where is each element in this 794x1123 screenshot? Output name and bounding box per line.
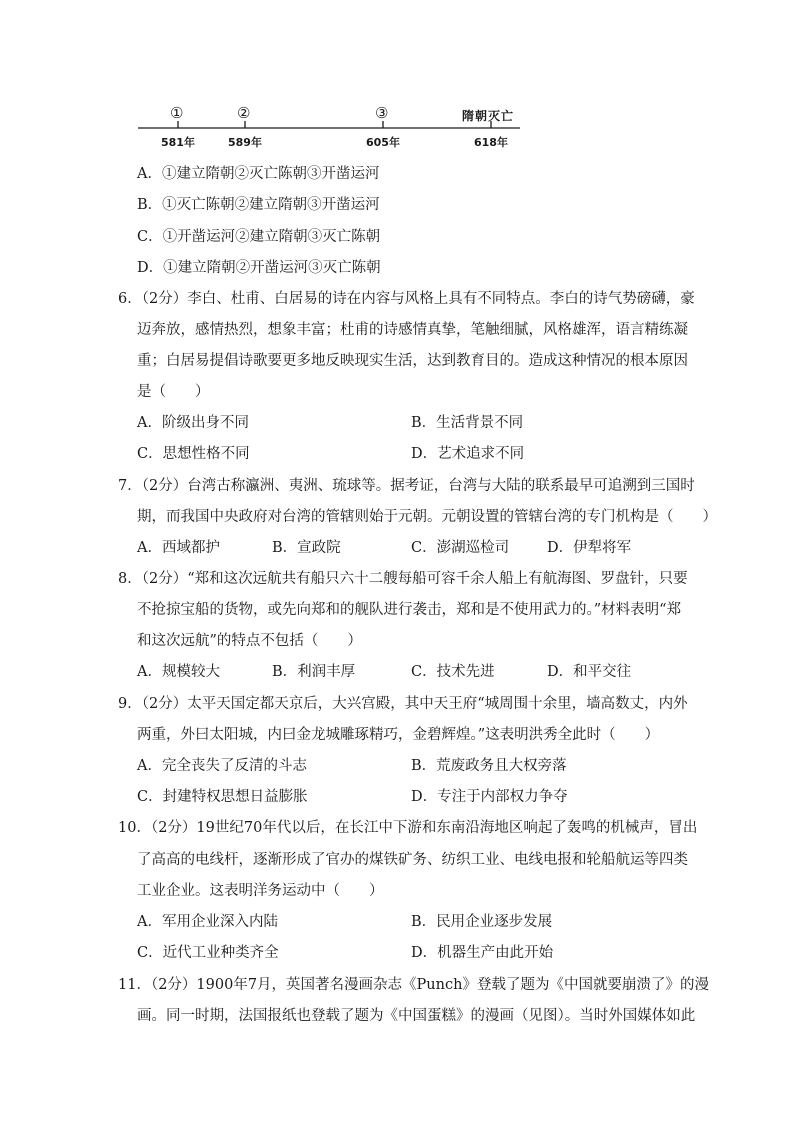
q9-option-d[interactable]: D．专注于内部权力争夺 (411, 789, 568, 805)
q10-option-a[interactable]: A．军用企业深入内陆 (137, 914, 278, 930)
q6-option-b[interactable]: B．生活背景不同 (411, 415, 524, 431)
q9-stem-line: 9．（2分）太平天国定都天京后，大兴宫殿，其中天王府“城周围十余里，墙高数丈，内外 (118, 696, 688, 712)
timeline-marker-4: 隋朝灭亡 (462, 109, 515, 123)
q9-option-a[interactable]: A．完全丧失了反清的斗志 (137, 758, 307, 774)
q6-stem-line: 迈奔放，感情热烈，想象丰富；杜甫的诗感情真挚，笔触细腻，风格雄浑，语言精练凝 (137, 322, 688, 338)
q5-option-a[interactable]: A．①建立隋朝②灭亡陈朝③开凿运河 (137, 166, 380, 182)
q10-stem-line: 工业企业。这表明洋务运动中（ ） (137, 883, 384, 899)
q8-option-d[interactable]: D．和平交往 (547, 664, 632, 680)
timeline-year-4: 618年 (474, 136, 508, 149)
q7-stem-line: 7．（2分）台湾古称瀛洲、夷洲、琉球等。据考证，台湾与大陆的联系最早可追溯到三国时 (118, 478, 695, 494)
timeline-marker-3: ③ (375, 104, 389, 122)
q6-option-a[interactable]: A．阶级出身不同 (137, 415, 249, 431)
q10-option-d[interactable]: D．机器生产由此开始 (411, 945, 554, 961)
q10-stem-line: 了高高的电线杆，逐渐形成了官办的煤铁矿务、纺织工业、电线电报和轮船航运等四类 (137, 852, 688, 868)
q7-option-c[interactable]: C．澎湖巡检司 (411, 540, 510, 556)
q5-option-d[interactable]: D．①建立隋朝②开凿运河③灭亡陈朝 (137, 260, 381, 276)
q6-stem-line: 重；白居易提倡诗歌要更多地反映现实生活，达到教育目的。造成这种情况的根本原因 (137, 353, 688, 369)
q7-option-b[interactable]: B．宣政院 (272, 540, 341, 556)
timeline-marker-1: ① (170, 104, 184, 122)
q8-stem-line: 和这次远航”的特点不包括（ ） (137, 633, 362, 649)
q8-stem-line: 8．（2分）“郑和这次远航共有船只六十二艘每船可容千余人船上有航海图、罗盘针，只要 (118, 571, 688, 587)
q11-stem-line: 11．（2分）1900年7月，英国著名漫画杂志《Punch》登载了题为《中国就要崩溃了》的漫 (118, 977, 709, 993)
q10-option-b[interactable]: B．民用企业逐步发展 (411, 914, 553, 930)
q5-option-c[interactable]: C．①开凿运河②建立隋朝③灭亡陈朝 (137, 229, 381, 245)
timeline-year-2: 589年 (228, 136, 262, 149)
q8-option-a[interactable]: A．规模较大 (137, 664, 220, 680)
q8-stem-line: 不抢掠宝船的货物，或先向郑和的舰队进行袭击，郑和是不使用武力的。”材料表明“郑 (137, 602, 682, 618)
timeline-marker-2: ② (237, 104, 251, 122)
timeline-year-3: 605年 (366, 136, 400, 149)
q9-stem-line: 两重，外曰太阳城，内曰金龙城雕琢精巧，金碧辉煌。”这表明洪秀全此时（ ） (137, 727, 660, 743)
q11-stem-line: 画。同一时期，法国报纸也登载了题为《中国蛋糕》的漫画（见图）。当时外国媒体如此 (137, 1008, 696, 1024)
q10-option-c[interactable]: C．近代工业种类齐全 (137, 945, 279, 961)
q9-option-b[interactable]: B．荒废政务且大权旁落 (411, 758, 567, 774)
q8-option-b[interactable]: B．利润丰厚 (272, 664, 356, 680)
q7-option-a[interactable]: A．西域都护 (137, 540, 220, 556)
timeline-year-1: 581年 (161, 136, 195, 149)
q5-option-b[interactable]: B．①灭亡陈朝②建立隋朝③开凿运河 (137, 197, 380, 213)
q7-option-d[interactable]: D．伊犁将军 (547, 540, 632, 556)
q10-stem-line: 10．（2分）19世纪70年代以后，在长江中下游和东南沿海地区响起了轰鸣的机械声，冒出 (118, 820, 698, 836)
q6-option-c[interactable]: C．思想性格不同 (137, 446, 250, 462)
q6-stem-line: 6．（2分）李白、杜甫、白居易的诗在内容与风格上具有不同特点。李白的诗气势磅礴，豪 (118, 291, 695, 307)
q9-option-c[interactable]: C．封建特权思想日益膨胀 (137, 789, 308, 805)
q8-option-c[interactable]: C．技术先进 (411, 664, 495, 680)
q6-stem-line: 是（ ） (137, 384, 210, 400)
q7-stem-line: 期，而我国中央政府对台湾的管辖则始于元朝。元朝设置的管辖台湾的专门机构是（ ） (137, 509, 717, 525)
q6-option-d[interactable]: D．艺术追求不同 (411, 446, 525, 462)
